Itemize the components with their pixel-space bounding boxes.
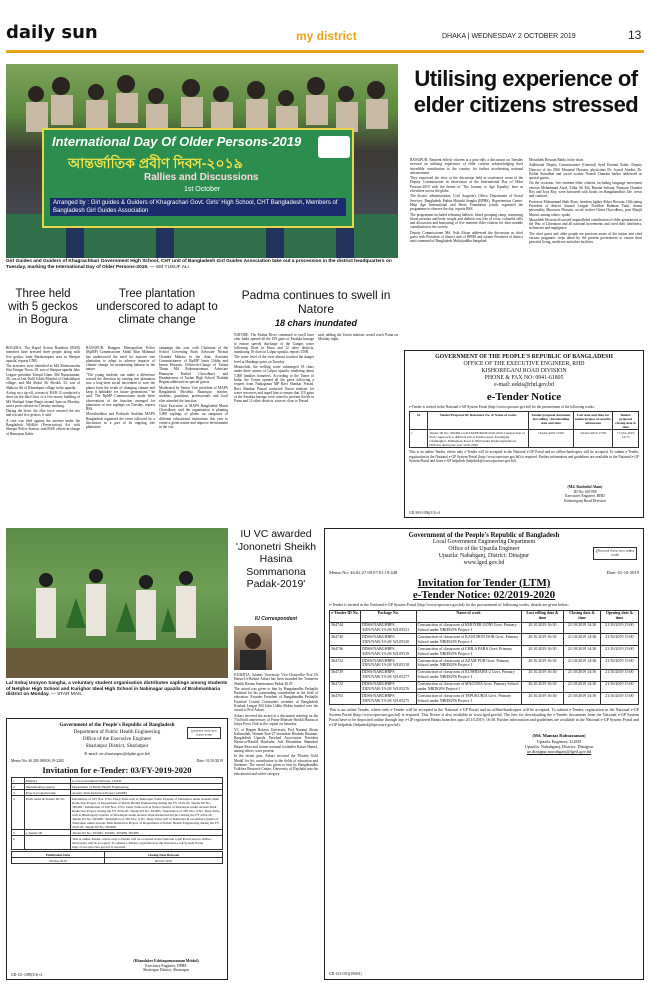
dphe-department: Department of Public Health Engineering — [73, 729, 161, 735]
banner-line-4: 1st October — [184, 186, 221, 193]
lged-gov: Government of the People's Republic of Bangladesh — [408, 532, 560, 539]
geckos-body-p: A case was filed against the arrestee under the Bangladesh Wildlife (Preservation) Act with Sherpur Police Station, said RAB officer-in-charge of Humayun Kabir. — [6, 418, 80, 436]
dphe-cell: Department of Public Health Engineering — [71, 784, 223, 790]
lged-cell: 20.10.2019 16:30 — [521, 658, 564, 670]
lged-ref: GD-123-1951(1969/4) — [329, 972, 362, 976]
dphe-cell: Local Government Division, LGRD — [71, 778, 223, 784]
section-label: my district — [296, 29, 357, 43]
dphe-title: Invitation for e-Tender: 03/FY-2019-2020 — [42, 765, 192, 775]
rhd-th: Tender/Proposal ID, Reference No. & Name of works — [428, 412, 529, 430]
lged-cell: 364740 — [330, 634, 361, 646]
lged-website: www.lged.gov.bd — [463, 560, 505, 566]
lged-cell: 364722 — [330, 681, 361, 693]
dphe-pub-value: 29-Sep-2019 — [12, 858, 105, 864]
lged-cell: 21/10/2019 15:00 — [600, 669, 638, 681]
lged-th: Package No. — [360, 610, 416, 622]
geckos-body-p: BOGURA: The Rapid Action Battalion (RAB) members have arrested three people along with five geckos from Barduarupara area in Sherpur upazila, reports UNB. — [6, 346, 80, 363]
dphe-ref: GD-121-1089(3/4)+4 — [11, 973, 42, 977]
lged-cell: 364736 — [330, 646, 361, 658]
lged-cell: Construction of classroom of KHOYER GONI Govt. Primary School under NBIDGPS Project-1 — [416, 622, 521, 634]
dphe-close-label: Closing Date Between — [104, 852, 222, 858]
iuvc-body — [234, 673, 318, 777]
lead-body-p: The chief guest and older people are precious assets of the nation and cited various pragmatic steps taken by the present government to ensure their peaceful living, medicare and other facilities. — [529, 231, 642, 245]
lged-cell: DDSS/NABGHRPS /DIN/NAW/19-20/ WL05519 — [360, 646, 416, 658]
rhd-division: KISHOREGANJ ROAD DIVISION — [481, 368, 567, 374]
banner-line-3: Rallies and Discussions — [144, 172, 259, 183]
lged-title-2: e-Tender Notice: 02/2019-2020 — [412, 589, 556, 601]
iuvc-dateline: IU Correspondent — [254, 616, 298, 622]
lged-cell: 20.10.2019 16:30 — [521, 622, 564, 634]
lged-cell: 20.10.2019 16:30 — [521, 634, 564, 646]
dphe-email: E-mail: ee.shariatpur@dphe.gov.bd — [84, 751, 150, 756]
padma-body-p: said, adding the Union minister would reach Patna on Monday night. — [318, 333, 398, 342]
table-row — [330, 693, 639, 705]
lged-cell: DDSS/NABGHRPS /DIN/NAW/19-20/ WL05521 — [360, 622, 416, 634]
table-row — [410, 430, 639, 448]
lead-caption-text: Girl Guides and Guiders of Khagrachhari Government High School, CHT unit of Bangladesh Girl Guides Association take out a procession in the district headquarters on Tuesday, marking the International Day of Older Persons-2019. — [6, 259, 392, 270]
rhd-th: Tender/ proposal closing date & time — [613, 412, 639, 430]
padma-headline: Padma continues to swell in Natore — [241, 288, 391, 316]
saplings-caption — [6, 681, 228, 698]
dphe-signer-office: Shariatpur District, Shariatpur — [143, 968, 189, 973]
dphe-location: Shariatpur District, Shariatpur — [85, 743, 149, 749]
dphe-logo-box: মুজিববর্ষে সবার জন্য রাস্তার ব্যবস্থা — [187, 727, 221, 739]
lead-body-col2 — [529, 158, 642, 246]
logo-badge — [318, 136, 350, 158]
padma-body-col1 — [234, 333, 314, 405]
tree-body-p: Moreshatikhar and Porborsh Andolan MAPA Bangladesh organised the event followed by a discussion as a part of its ongoing tree plantation — [86, 412, 155, 430]
page-number: 13 — [628, 28, 642, 42]
dphe-gov: Government of the People's Republic of Bangladesh — [59, 722, 175, 728]
banner-footer: Arranged by : Girl guides & Guiders of Khagrachari Govt. Girls' High School, CHT Bangladesh, Members of Bangladesh Girl Guides Association — [50, 198, 346, 216]
tree-body-col1 — [86, 346, 155, 431]
lead-body-p: On the occasion, five eminent elder citizens, including language movement veteran Mohammad Afzal, Zillur Ali Edi, Basona Sultana, Narayan Chandra Roy and Joya Roy, were honoured with books on Bangabandhu's life, crests and citations. — [529, 181, 642, 199]
dphe-date: Date: 01/10/2019 — [196, 759, 223, 763]
rhd-signer-name: (Md. Rashedul Alam) — [567, 485, 603, 489]
dateline: DHAKA | WEDNESDAY 2 OCTOBER 2019 — [442, 33, 576, 40]
saplings-caption-credit: — STAR MAIL — [50, 692, 83, 698]
rhd-cell: 16-Oct-2019 17:00 — [573, 430, 612, 448]
dphe-cell: 5 — [12, 830, 25, 836]
rhd-th: Sl. — [410, 412, 428, 430]
geckos-body — [6, 346, 80, 437]
dphe-cell: 4 — [12, 796, 25, 830]
lead-body-col1 — [410, 158, 523, 245]
lged-signer-email: ue.dinajpur.nawabganj@lged.gov.bd — [526, 749, 592, 755]
lged-cell: 21/10/2019 14:30 — [564, 669, 600, 681]
dphe-dates-table — [11, 851, 223, 864]
iuvc-body-p: KUSHTIA: Islamic University Vice-Chancellor Prof Dr Harun-Ur-Rashid Askari has been awarded the 'Jononetri Sheikh Hasina Sommanona Padak-2019'. — [234, 673, 318, 686]
table-row — [330, 658, 639, 670]
lead-caption-credit: — SM YUSUF ALI — [149, 264, 189, 270]
lged-cell: Construction of classroom of KANCHON DOB Govt. Primary School under NBIDGPS Project-1 — [416, 634, 521, 646]
lged-signer-title: Upazila Engineer, LGED — [536, 738, 582, 744]
rhd-gov: GOVERNMENT OF THE PEOPLE'S REPUBLIC OF BANGLADESH — [435, 354, 613, 360]
lged-th: Name of work — [416, 610, 521, 622]
tree-body-p: "The young students can make a difference toward the direction by turning tree plantation into a long-term social movement to save the planet from the wrath of changing climate and keep it habitable for future generations," he said. The RpMP Commissioner made these observations at the function arranged for plantation of tree saplings on Tuesday, reports BSS. — [86, 372, 155, 412]
padma-subhead: 18 chars inundated — [274, 318, 358, 328]
rhd-cell: 1 — [410, 430, 428, 448]
lged-cell: 21/10/2019 14:30 — [564, 658, 600, 670]
lged-cell: DDSS/NABGHRPS /DIN/NAW/19-20/ WL05520 — [360, 634, 416, 646]
dphe-pub-label: Publication Date — [12, 852, 105, 858]
table-row — [330, 634, 639, 646]
rhd-phone: PHONE & FAX NO: 0941-61805 — [484, 375, 564, 381]
rhd-signature — [535, 485, 635, 503]
lged-title-1: Invitation for Tender (LTM) — [417, 577, 551, 589]
dphe-cell: Implementing agency — [24, 784, 70, 790]
dphe-cell: Project/program name — [24, 790, 70, 796]
rhd-intro: e-Tender is invited in the National e-GP System Portal (http://www.eprocure.gov.bd) for the procurement of the following works. — [409, 405, 595, 409]
rhd-office: OFFICE OF THE EXECUTIVE ENGINEER, RHD — [463, 361, 585, 367]
dphe-cell: Ministry — [24, 778, 70, 784]
lged-cell: 21/10/2019 15:00 — [600, 693, 638, 705]
saplings-caption-text: Lal Sobuj Unnyon Sangha, a voluntary student organisation distributes saplings among students of Netghor High School and Kurighor Ideal High School in Nabinagar upazila of Brahmanbaria district on Monday. — [6, 681, 228, 698]
lged-cell: 21/10/2019 14:30 — [564, 693, 600, 705]
lged-location: Upazila: Nababganj, District: Dinajpur — [438, 553, 530, 559]
dphe-cell: Arsenic Risk Reduction Project (ARRP) — [71, 790, 223, 796]
lead-body-p: The programme included releasing balloon, blood grouping camp, measuring blood pressure and body weight and diabetic test free of costs, colourful rally and discussion and honouring of five eminent elder citizens for their notable contribution to the society. — [410, 212, 523, 230]
table-row — [330, 669, 639, 681]
lged-cell: Construction of classroom of AZAM PUR Govt. Primary School under NBIDGPS Project-1 — [416, 658, 521, 670]
lged-memo: Memo No: 46.02.27.69.07.01.19.448 — [329, 570, 398, 575]
masthead — [6, 4, 644, 56]
lead-body-p: The district administration, Civil Surgeon's Office, Department of Social Services, Bangladesh Prabin Hitaishi Sangha (BPHS), Hypertension Centre, Help Age International and Shere Foundation jointly organised the programme to observe the day, reports BSS. — [410, 194, 523, 212]
dphe-table — [11, 777, 223, 850]
dphe-close-value: 20-Oct-2019 — [104, 858, 222, 864]
dphe-cell: Work name & Tender ID No. — [24, 796, 70, 830]
paper-name: daily sun — [6, 22, 98, 43]
table-row — [330, 681, 639, 693]
table-row — [330, 646, 639, 658]
lged-cell: DDSS/NABGHRPS /DIN/NAW/19-20/ WL05276 — [360, 681, 416, 693]
lged-cell: 20.10.2019 16:30 — [521, 646, 564, 658]
iuvc-body-p: In the recent past, Askari received the 'Ekushe Gold Medal' for his contribution to the fields of education and literature. The award was given to him by Bangabandhu Folklore Research Centre, University of Rajshahi into the educational and writer category. — [234, 754, 318, 776]
rally-banner — [42, 128, 354, 228]
iuvc-portrait — [234, 626, 272, 670]
dphe-cell: This is online Tender, where only e-Tender will be accepted in the National e-GP Portal and no offline / hardcopies will be accepted. To submit e-Tender, registration in the National e-GP System Portal http://www.eprocure.gov.bd is required. — [71, 836, 223, 850]
padma-body-p: The water level of the river almost touched the danger level at Hardinge point on Tuesday. — [234, 355, 314, 364]
banner-line-1: International Day Of Older Persons-2019 — [52, 134, 302, 149]
tree-body-p: Moderated by Senior Vice president of MAPA Bangladesh Mosfeka Razzaque, teacher, students, guardians, professionals and local elite attended the function. — [159, 385, 228, 403]
lead-body-p: Mosaddek Hossain Bablu in the chair. — [529, 158, 584, 162]
lged-note: This is an online Tender, where only e-Tender will be accepted in the National e-GP Portal and no offline/hardcopies will be accepted. To submit e-Tender, registration in the National e-GP System Portal (http://www.eprocure.gov.bd) is required. This Notice is also available in www.lged.gov.bd. The fees for downloading the e-Tender documents from the National e-GP System Portal have to be deposited online through any e-GP registered Banks branches upto 20.10.2019; 16:30. Further information and guidelines are available in the National e-GP System Portal and e-GP helpdesk (helpdesk@eprocure.gov.bd). — [329, 707, 639, 727]
rhd-cell: 17-Oct-2019 12:15 — [613, 430, 639, 448]
lead-body-p: Mosaddek Hossain discussed unparalleled contribution of elder generations to the War of Liberation and all national movements and cited their loneliness, sicknesses and negligence. — [529, 217, 642, 231]
lged-cell: 20.10.2019 16:30 — [521, 681, 564, 693]
dphe-cell: e-Tender ID — [24, 830, 70, 836]
masthead-rule — [6, 50, 644, 53]
dphe-cell: 3 — [12, 790, 25, 796]
lged-cell: 21/10/2019 14:30 — [564, 622, 600, 634]
geckos-body-p: During the drive, the elite force arrested the trio and rescued five geckos, it said. — [6, 409, 80, 418]
lged-logo-box: মুজিববর্ষে সবার জন্য রাস্তার ব্যবস্থা — [593, 547, 637, 560]
lged-cell: 21/10/2019 15:00 — [600, 681, 638, 693]
lged-cell: 21/10/2019 14:30 — [564, 634, 600, 646]
dphe-memo: Memo No: 46.280.088.06.19-2282 — [11, 759, 64, 763]
lged-signer-office: Upazila: Nababganj, District: Dinajpur — [524, 743, 594, 749]
dphe-memo-row — [11, 759, 223, 763]
lged-cell: 21/10/2019 14:30 — [564, 646, 600, 658]
lead-body-p: They expressed the view at the discussion held at conference room of the Deputy Commissioner in observance of the International Day of Older Persons-2019 with the theme of 'The Journey to Age Equality' here as elsewhere across the globe. — [410, 176, 523, 194]
rhd-title: e-Tender Notice — [486, 391, 562, 403]
dphe-office: Office of the Executive Engineer — [82, 736, 152, 742]
rhd-ref: GD-309-1056(3/3)+4 — [409, 511, 440, 515]
lged-signer-name: (Md. Mamtaz Ruhuzzaman) — [532, 733, 586, 739]
lged-date: Date: 01-10-2019 — [606, 570, 639, 575]
lged-th: Closing date & time — [564, 610, 600, 622]
lead-photo-caption — [6, 259, 398, 270]
dphe-cell: 6 — [12, 836, 25, 850]
lged-cell: DDSS/NABGHRPS /DIN/NAW/19-20/ WL05277 — [360, 669, 416, 681]
saplings-photo — [6, 528, 228, 678]
lged-cell: Construction of classroom of TEPUKURIA Govt. Primary School under NBIDGPS Project-1 — [416, 693, 521, 705]
portrait-silhouette — [234, 626, 272, 670]
rhd-signer-id: ID No: 601958 — [573, 489, 597, 494]
dphe-signer-title: Executive Engineer, DPHE — [145, 963, 187, 968]
lead-body-p: Additional Deputy Commissioner (General) Syed Enamul Kabir, Deputy Director of the DSS Mosarraf Hossain, physicians Dr. Joynal Abedin, Dr. Probal Sutradhar and social worker Naresh Chandra Sarker addressed as special guests. — [529, 163, 642, 181]
saplings-figures — [6, 528, 228, 678]
lged-cell: Construction of classroom of KUSHDAHA-2 Govt. Primary School under NBIDGPS Project-1 — [416, 669, 521, 681]
lead-body-p: Professor Mohammad Shah Alam, freedom fighter Abber Hossain, Officiating President of district Journal League Titufikur Rahman Tutul, drama personality Monowar Hossain, social worker Chinu Chowdhury, poet Manjil Murad, among others, spoke. — [529, 199, 642, 217]
geckos-headline: Three held with 5 geckos in Bogura — [8, 288, 78, 326]
lged-th: Last selling date & time — [521, 610, 564, 622]
table-row — [330, 622, 639, 634]
rhd-cell: Tender ID No: 365309 e-GP/LM/EE/KRD/2019-2020 Construction of Ferry Approach at different km of Kishoreganj- Karimganj- Chamtaghat- Mithamoin Road Z-3603 under Kishoreganj Road Division during the year 2019-2020 — [428, 430, 529, 448]
lead-photo — [6, 64, 398, 258]
tree-body-p: campaign this year with Chairman of the School Governing Body Advocate Nirmal Chandra Mahato in the chair. Assistant Commissioners of RpMP Jamir Uddin and Imran Hossain, Officer-in-Charge of Tazhat Thana Md. Rokonuzzaman, Advocate Humayun Rashid Chowdhury and Headmistress of Tazhat High School Thahida Begum addressed as special guests. — [159, 346, 228, 385]
iuvc-body-p: VC of Begum Rokeya University Prof Nazmul Ahsan Kalimullah, Women Seat-27 lawmaker Khaleda Khanam, Bangladesh Upazila Parishad Association President Harun-ur-Rashid Hawlader, Adv Khandakar Shamshul Haque Reza and former national footballer Kaiser Hamid, among others, were present. — [234, 727, 318, 754]
table-row — [12, 796, 223, 830]
lged-cell: 364744 — [330, 622, 361, 634]
lead-body-p: RANGPUR: Eminent elderly citizens at a post-rally a discussion on Tuesday stressed on utilising experience of elder citizens acknowledging their incredible contribution to the country for further accelerating national advancement. — [410, 158, 523, 175]
tree-body-p: Chief Executive of MAPA Bangladesh Munir Chowdhury said the organisation is planting 5,000 saplings of plants on campuses of different educational institutions this year to create a green nature and improve environment in the city. — [159, 403, 228, 430]
iuvc-body-p: The award was given to him by Bangabandhu Peshajibi Parishad for his outstanding contribution in the field of education. Founder President of Bangabandhu Peshajibi Parishad Central Committee, member of Bangladesh Krishak League Md Jahir Uddin Mohin handed over the award to Prof Askari. — [234, 686, 318, 713]
lged-cell: 20.10.2019 16:30 — [521, 693, 564, 705]
lged-intro: e-Tender is invited in the National e-GP System Portal (http://www.eprocure.gov.bd) for the procurement of following works, details are given below: — [329, 602, 569, 607]
dphe-cell — [24, 836, 70, 850]
tree-body-col2 — [159, 346, 228, 431]
lged-cell: 21/10/2019 15:00 — [600, 646, 638, 658]
lged-cell: 364729 — [330, 669, 361, 681]
iuvc-body-p: Askari received the award at a discussion meeting on the 73rd birth anniversary of Prime Minister Sheikh Hasina at Jatiya Press Club in the capital on Saturday. — [234, 713, 318, 727]
padma-body-p: Meanwhile, the welling water submerged 18 chars under three unions of Lalpur upazila, rendering about 5,000 families homeless. According to the Times of India, the Centre opened all the gates following a request from Nadjagoum MP Ravi Shankar Prasad. Ravi Shankar Prasad contacted Union minister for water resources and urged him to ensure that 119 gates of the Farakka barrage were raised to prevent floods in Patna and 12 other districts, sources close to Prasad — [234, 365, 314, 404]
tree-body-p: RANGPUR: Rangpur Metropolitan Police (RpMP) Commissioner Abdul Alim Mahmud has underscored the need for massive tree plantation to adapt to adverse impacts of climate change for maintaining balance in the nature. — [86, 346, 155, 372]
lged-cell: 21/10/2019 15:00 — [600, 634, 638, 646]
table-row — [12, 836, 223, 850]
lged-cell: 20.10.2019 16:30 — [521, 669, 564, 681]
lged-th: Opening date & time — [600, 610, 638, 622]
rhd-cell: 16-Oct-2019 15:00 — [529, 430, 574, 448]
lged-division: Local Government Engineering Department — [432, 539, 536, 545]
dphe-cell: Tender ID No: 365483, 365485, 365488, 365489 — [71, 830, 223, 836]
lged-cell: DDSS/NABGHRPS /DIN/NAW/19-20/ WL05518 — [360, 658, 416, 670]
lged-cell: Construction of classroom of CHILA PARA Govt. Primary School under NBIDGPS Project-1 — [416, 646, 521, 658]
table-row — [12, 858, 223, 864]
lged-cell: Construction of classroom of MAGURA Govt. Primary School under NBIDGPS Project-1 — [416, 681, 521, 693]
lged-signature — [479, 733, 639, 754]
dphe-cell: 1 — [12, 778, 25, 784]
rhd-th: Tender/proposal document last selling / downloading date and time — [529, 412, 574, 430]
lged-th: e-Tender ID No. — [330, 610, 361, 622]
lged-memo-row — [329, 570, 639, 575]
lead-body-p: Deputy Commissioner Md. Asib Ahsan addressed the discussion as chief guest with President of district unit of BPHS and former President of district unit command of Bangladesh Muktijoddha Sangshad — [410, 230, 523, 244]
lged-office: Office of the Upazila Engineer — [448, 546, 520, 552]
rhd-note: This is an online Tender, where only e-Tender will be accepted in the National e-GP Portal and no offline/hardcopies will be accepted. To submit e-Tender, registration in the National e-GP System Portal (http://www.eprocure.gov.bd) is required. Further information and guidelines are available in the National e-GP System Portal and from e-GP helpdesk (helpdesk@www.eprocure.gov.bd). — [409, 450, 639, 463]
rhd-signer-office: Kishoreganj Road Division — [564, 498, 606, 503]
banner-line-2: আন্তর্জাতিক প্রবীণ দিবস-২০১৯ — [68, 155, 243, 171]
rhd-tender-ad — [404, 350, 644, 518]
rhd-signer-title: Executive Engineer, RHD — [565, 494, 605, 499]
rhd-email: e-mail: eekis@rhd.gov.bd — [494, 382, 554, 388]
lead-headline: Utilising experience of elder citizens stressed — [413, 66, 639, 117]
padma-body-col2 — [318, 333, 398, 343]
geckos-body-p: Acting on a tip-off, a team of RAB-12 conducted a drive on the third floor of a five-storey building of Md Shafiqul Islam Ranju around 3pm on Monday, said a press release on Tuesday morning. — [6, 390, 80, 408]
lged-cell: 364732 — [330, 658, 361, 670]
geckos-body-p: The arrestees were identified as Md Shamsuzzoha Situ Teragar Noon, 29, son of Sherpur upazila Jubo League president Tariqul Islam, Md Nuruzzaman, 30, son of late Dalil Uddin Mondal of Chakshibpur village, and Md Abdul Ali Sheikh, 52, son of Shakoor Ali of Khandopur village in the upazila. — [6, 364, 80, 390]
dphe-signature — [111, 959, 221, 973]
dphe-tender-ad — [6, 718, 228, 980]
dphe-cell: 2 — [12, 784, 25, 790]
dphe-signer-name: (Khandaker Eshtiaqueuzzaman Mridul) — [133, 959, 199, 964]
dphe-cell: Installation of 195 Nos. 6 No. Deep Tube-well at Shariatpur Sadar Upazila of Shariatpur under Arsenic Risk Reduction Project of Department of Public Health Engineering during the FY 2019-20. Tender ID No: 365483 / Installation of 220 Nos. 6 No. Deep Tube-well at Naria Upazila of Shariatpur under Arsenic Risk Reduction Project during the FY 2019-20. Tender ID No: 365485 / Installation of 205 Nos. 6 No. Deep Tube-well at Bhedarganj Upazila of Shariatpur under Arsenic Risk Reduction Project during the FY 2019-20. Tender ID No: 365488 / Installation of 265 Nos. 6 No. Deep Tube-well at Damudya & Gosairhat Upazila of Shariatpur under Arsenic Risk Reduction Project of Department of Public Health Engineering during the FY 2019-20. Tender ID No: 365489 — [72, 796, 221, 829]
tree-headline: Tree plantation underscored to adapt to climate change — [96, 288, 218, 326]
lged-cell: DDSS/NABGHRPS /DIN/NAW/19-20/ WL05275 — [360, 693, 416, 705]
lged-tender-ad — [324, 528, 644, 980]
lged-cell: 21/10/2019 15:00 — [600, 658, 638, 670]
lged-cell: 21/10/2019 14:30 — [564, 681, 600, 693]
lged-cell: 364703 — [330, 693, 361, 705]
padma-body-p: NATORE: The Padma River continued to swell have after India opened all the 109 gates of Farakka barrage to ensure speedy discharge of the Ganges water following flood in Patna and 12 other districts, inundating 18 chars in Lalpur upazila, reports UNB. — [234, 333, 314, 355]
lged-table — [329, 610, 639, 706]
iuvc-headline: IU VC awarded 'Jononetri Sheikh Hasina Sommanona Padak-2019' — [235, 528, 317, 590]
lged-cell: 21/10/2019 15:00 — [600, 622, 638, 634]
rhd-th: Last date and time for tender/propos al security submission — [573, 412, 612, 430]
rhd-table — [409, 411, 639, 448]
